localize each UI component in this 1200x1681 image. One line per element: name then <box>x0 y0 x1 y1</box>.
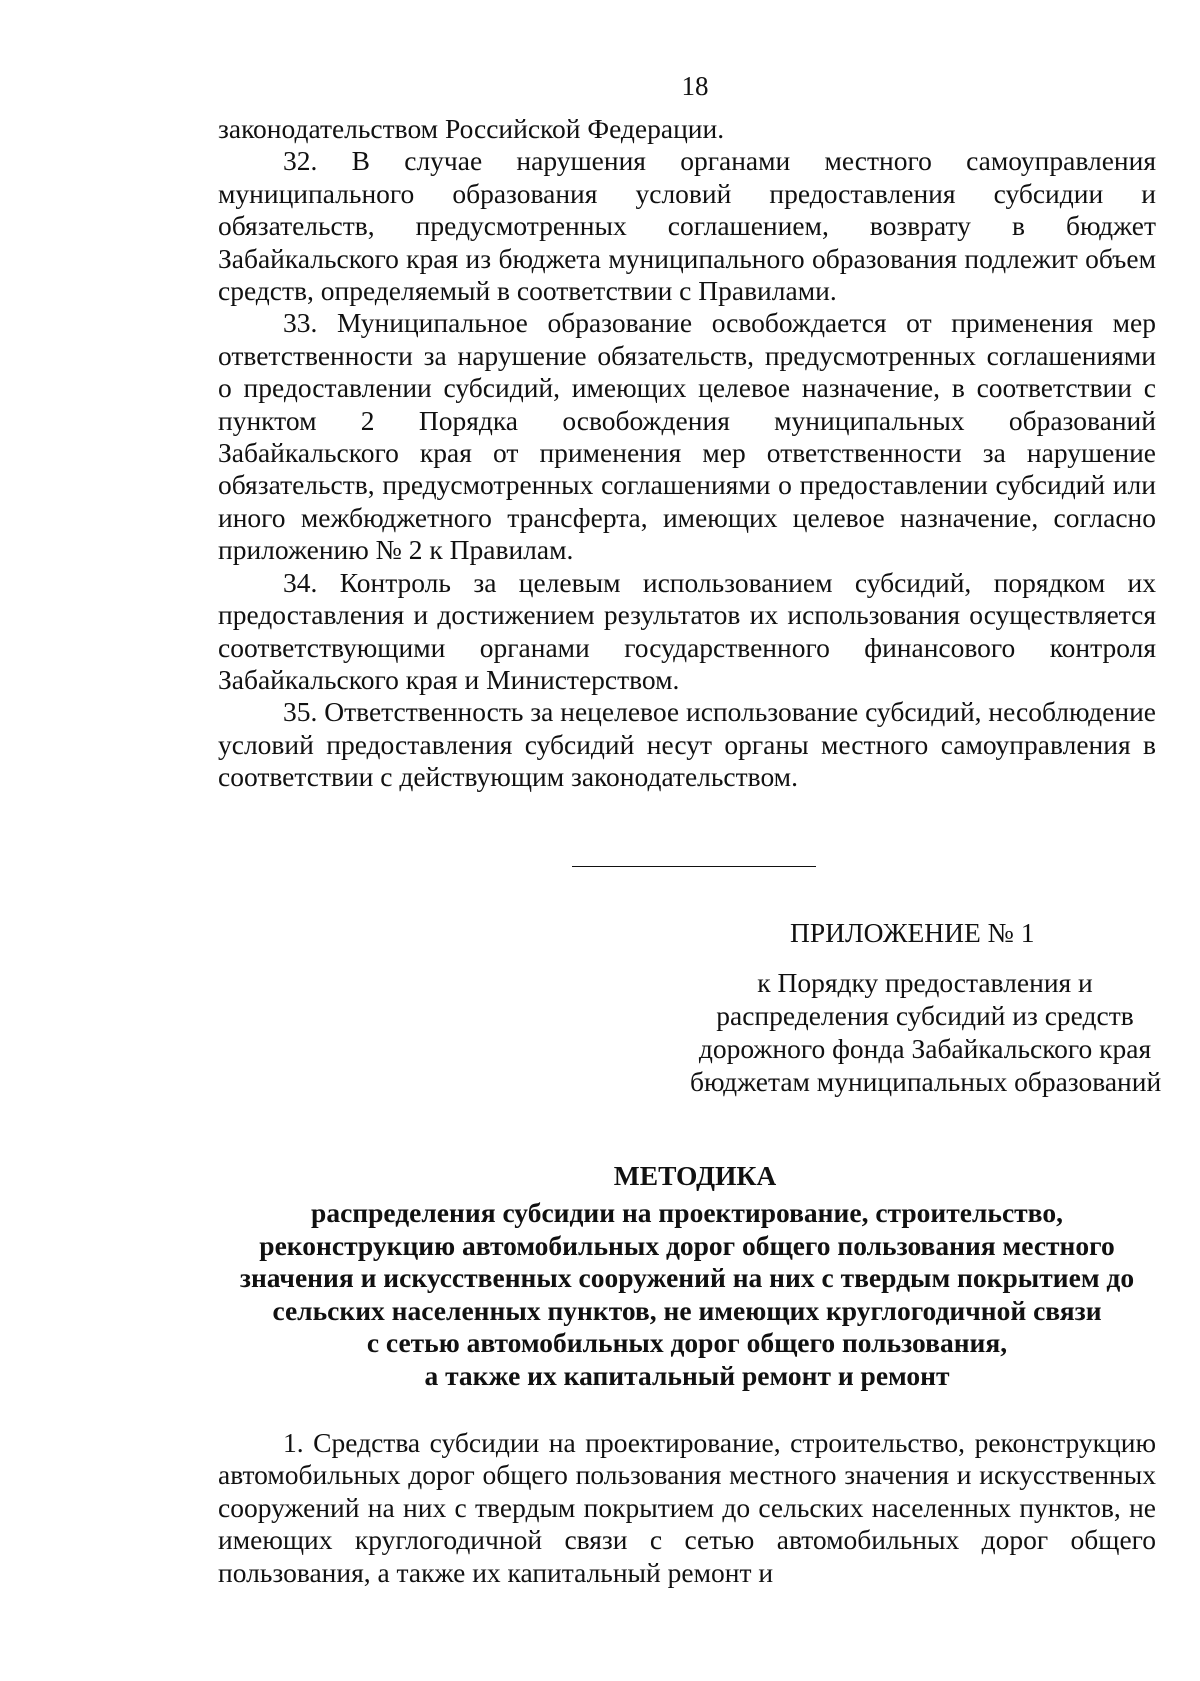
page-number: 18 <box>681 71 709 101</box>
appendix-reference <box>600 966 1160 1098</box>
appendix-line: распределения субсидий из средств <box>716 1000 1134 1031</box>
appendix-line: бюджетам муниципальных образований <box>690 1066 1162 1097</box>
appendix-title: ПРИЛОЖЕНИЕ № 1 <box>790 917 1035 948</box>
methodology-subtitle <box>218 1197 1156 1393</box>
methodology-subtitle-line: реконструкцию автомобильных дорог общего пользования местного <box>259 1229 1115 1261</box>
appendix-line: к Порядку предоставления и <box>757 967 1093 998</box>
section-separator <box>572 866 816 867</box>
paragraph-35: 35. Ответственность за нецелевое использование субсидий, несоблюдение условий предоставления субсидий несут органы местного самоуправления в соответствии с действующим законодательством. <box>218 696 1156 793</box>
paragraph-33: 33. Муниципальное образование освобождается от применения мер ответственности за нарушение обязательств, предусмотренных соглашениями о предоставлении субсидий, имеющих целевое назначение, в соответствии с пунктом 2 Порядка освобождения муниципальных образований Забайкальского края от применения мер ответственности за нарушение обязательств, предусмотренных соглашениями о предоставлении субсидий или иного межбюджетного трансферта, имеющих целевое назначение, согласно приложению № 2 к Правилам. <box>218 307 1156 566</box>
methodology-subtitle-line: значения и искусственных сооружений на них с твердым покрытием до <box>239 1262 1135 1294</box>
methodology-subtitle-line: с сетью автомобильных дорог общего пользования, <box>366 1327 1008 1359</box>
methodology-paragraph-1: 1. Средства субсидии на проектирование, строительство, реконструкцию автомобильных дорог общего пользования местного значения и искусственных сооружений на них с твердым покрытием до сельских населенных пунктов, не имеющих круглогодичной связи с сетью автомобильных дорог общего пользования, а также их капитальный ремонт и <box>218 1427 1156 1588</box>
paragraph-34: 34. Контроль за целевым использованием субсидий, порядком их предоставления и достижением результатов их использования осуществляется соответствующими органами государственного финансового контроля Забайкальского края и Министерством. <box>218 566 1156 695</box>
paragraph-continuation: законодательством Российской Федерации. <box>218 113 725 144</box>
methodology-subtitle-line: сельских населенных пунктов, не имеющих круглогодичной связи <box>272 1294 1102 1326</box>
appendix-line: дорожного фонда Забайкальского края <box>698 1033 1152 1064</box>
methodology-title: МЕТОДИКА <box>613 1160 777 1191</box>
body-text-section <box>218 113 1156 794</box>
methodology-subtitle-line: распределения субсидии на проектирование, строительство, <box>311 1197 1063 1228</box>
methodology-body <box>218 1427 1156 1589</box>
paragraph-32: 32. В случае нарушения органами местного самоуправления муниципального образования условий предоставления субсидии и обязательств, предусмотренных соглашением, возврату в бюджет Забайкальского края из бюджета муниципального образования подлежит объем средств, определяемый в соответствии с Правилами. <box>218 145 1156 307</box>
methodology-subtitle-line: а также их капитальный ремонт и ремонт <box>424 1359 950 1391</box>
